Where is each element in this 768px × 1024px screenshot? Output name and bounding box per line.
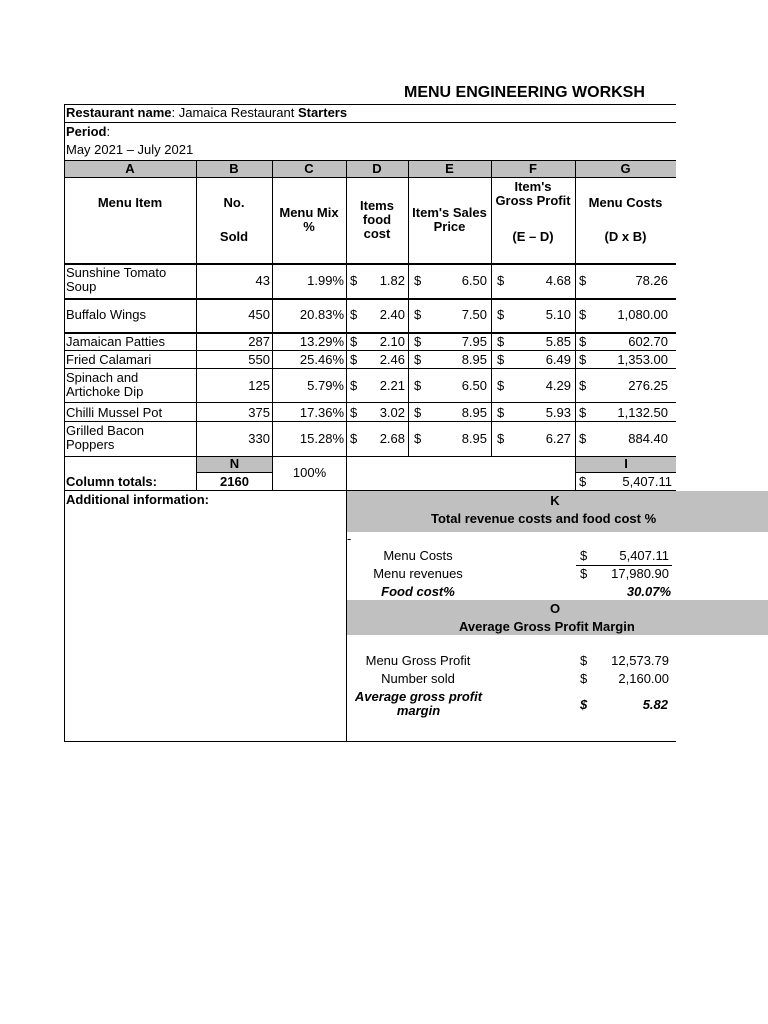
o-number-sold-currency: $ bbox=[580, 671, 588, 686]
menu-item-name: Fried Calamari bbox=[66, 352, 152, 367]
column-header-5: Item's Gross Profit bbox=[495, 179, 571, 208]
mix-cell: 25.46% bbox=[299, 352, 344, 367]
profit-currency: $ bbox=[497, 352, 505, 367]
profit-cell: 4.68 bbox=[545, 273, 571, 288]
column-letter-4: E bbox=[445, 161, 454, 176]
price-cell: 6.50 bbox=[461, 378, 487, 393]
cost-currency: $ bbox=[350, 273, 358, 288]
price-currency: $ bbox=[414, 352, 422, 367]
mix-cell: 5.79% bbox=[307, 378, 344, 393]
o-number-sold-value: 2,160.00 bbox=[618, 671, 669, 686]
profit-currency: $ bbox=[497, 378, 505, 393]
period-label: Period bbox=[66, 124, 107, 139]
menu-cost-cell: 884.40 bbox=[628, 431, 668, 446]
price-cell: 8.95 bbox=[461, 405, 487, 420]
restaurant-label: Restaurant name bbox=[66, 105, 172, 120]
period-value: May 2021 – July 2021 bbox=[66, 142, 194, 157]
price-currency: $ bbox=[414, 334, 422, 349]
food-cost-value: 30.07% bbox=[626, 584, 671, 599]
cost-currency: $ bbox=[350, 378, 358, 393]
period-sep: : bbox=[106, 124, 111, 139]
mix-cell: 17.36% bbox=[299, 405, 344, 420]
sold-cell: 550 bbox=[248, 352, 270, 367]
price-currency: $ bbox=[414, 378, 422, 393]
profit-currency: $ bbox=[497, 307, 505, 322]
i-currency: $ bbox=[579, 474, 587, 489]
menu-cost-currency: $ bbox=[579, 431, 587, 446]
cost-cell: 1.82 bbox=[379, 273, 405, 288]
sold-cell: 375 bbox=[248, 405, 270, 420]
column-header-sub-1: Sold bbox=[219, 229, 249, 244]
profit-cell: 6.49 bbox=[545, 352, 571, 367]
menu-cost-cell: 78.26 bbox=[635, 273, 668, 288]
cost-currency: $ bbox=[350, 334, 358, 349]
menu-cost-currency: $ bbox=[579, 334, 587, 349]
o-gross-profit-label: Menu Gross Profit bbox=[365, 653, 471, 668]
cost-cell: 3.02 bbox=[379, 405, 405, 420]
cost-cell: 2.68 bbox=[379, 431, 405, 446]
k-menu-revenues-value: 17,980.90 bbox=[611, 566, 669, 581]
cost-cell: 2.40 bbox=[379, 307, 405, 322]
price-cell: 7.50 bbox=[461, 307, 487, 322]
menu-item-name: Grilled Bacon Poppers bbox=[66, 423, 145, 452]
o-number-sold-label: Number sold bbox=[381, 671, 455, 686]
avg-gross-profit-label: Average gross profit margin bbox=[354, 689, 483, 718]
cost-currency: $ bbox=[350, 405, 358, 420]
k-menu-costs-value: 5,407.11 bbox=[619, 548, 669, 563]
menu-cost-currency: $ bbox=[579, 378, 587, 393]
sold-cell: 330 bbox=[248, 431, 270, 446]
k-menu-costs-currency: $ bbox=[580, 548, 588, 563]
column-header-4: Item's Sales Price bbox=[412, 205, 487, 234]
price-currency: $ bbox=[414, 307, 422, 322]
price-cell: 8.95 bbox=[461, 352, 487, 367]
profit-cell: 5.93 bbox=[545, 405, 571, 420]
column-header-sub-5: (E – D) bbox=[512, 229, 554, 244]
o-gross-profit-currency: $ bbox=[580, 653, 588, 668]
menu-cost-cell: 1,132.50 bbox=[617, 405, 668, 420]
menu-cost-cell: 602.70 bbox=[628, 334, 668, 349]
avg-gross-profit-currency: $ bbox=[580, 697, 588, 712]
column-header-3: Items food cost bbox=[360, 198, 394, 241]
profit-cell: 6.27 bbox=[545, 431, 571, 446]
price-cell: 8.95 bbox=[461, 431, 487, 446]
cost-currency: $ bbox=[350, 352, 358, 367]
mix-cell: 20.83% bbox=[299, 307, 344, 322]
avg-gross-profit-value: 5.82 bbox=[642, 697, 668, 712]
price-cell: 7.95 bbox=[461, 334, 487, 349]
k-menu-revenues-label: Menu revenues bbox=[373, 566, 463, 581]
section-k-title: Total revenue costs and food cost % bbox=[431, 512, 657, 526]
cost-currency: $ bbox=[350, 307, 358, 322]
k-menu-revenues-currency: $ bbox=[580, 566, 588, 581]
menu-item-name: Sunshine Tomato Soup bbox=[66, 265, 167, 294]
profit-currency: $ bbox=[497, 431, 505, 446]
menu-cost-currency: $ bbox=[579, 405, 587, 420]
column-letter-6: G bbox=[620, 161, 631, 176]
additional-info-label: Additional information: bbox=[66, 492, 209, 507]
i-label: I bbox=[624, 456, 628, 471]
profit-cell: 4.29 bbox=[545, 378, 571, 393]
menu-cost-currency: $ bbox=[579, 352, 587, 367]
cost-cell: 2.10 bbox=[379, 334, 405, 349]
column-letter-5: F bbox=[529, 161, 537, 176]
column-totals-label: Column totals: bbox=[66, 474, 157, 489]
mix-cell: 13.29% bbox=[299, 334, 344, 349]
menu-cost-currency: $ bbox=[579, 273, 587, 288]
restaurant-name: Jamaica Restaurant bbox=[175, 105, 298, 120]
restaurant-line bbox=[66, 106, 347, 120]
column-header-sub-6: (D x B) bbox=[604, 229, 647, 244]
sold-cell: 125 bbox=[248, 378, 270, 393]
column-letter-3: D bbox=[372, 161, 382, 176]
menu-cost-cell: 276.25 bbox=[628, 378, 668, 393]
profit-currency: $ bbox=[497, 334, 505, 349]
price-currency: $ bbox=[414, 405, 422, 420]
menu-item-name: Chilli Mussel Pot bbox=[66, 405, 163, 420]
worksheet-title: MENU ENGINEERING WORKSH bbox=[404, 84, 645, 101]
mix-cell: 1.99% bbox=[307, 273, 344, 288]
restaurant-sep: : bbox=[171, 105, 176, 120]
column-header-6: Menu Costs bbox=[588, 195, 663, 210]
profit-cell: 5.10 bbox=[545, 307, 571, 322]
price-cell: 6.50 bbox=[461, 273, 487, 288]
sold-cell: 450 bbox=[248, 307, 270, 322]
i-value: 5,407.11 bbox=[622, 474, 672, 489]
column-header-2: Menu Mix % bbox=[279, 205, 339, 234]
n-label: N bbox=[229, 456, 240, 471]
profit-currency: $ bbox=[497, 273, 505, 288]
mix-total: 100% bbox=[292, 465, 327, 480]
sold-cell: 43 bbox=[255, 273, 270, 288]
section-k-letter: K bbox=[550, 493, 560, 508]
sold-cell: 287 bbox=[248, 334, 270, 349]
section-k-dash: - bbox=[347, 531, 352, 546]
o-gross-profit-value: 12,573.79 bbox=[611, 653, 669, 668]
menu-item-name: Jamaican Patties bbox=[66, 334, 165, 349]
cost-currency: $ bbox=[350, 431, 358, 446]
price-currency: $ bbox=[414, 273, 422, 288]
cost-cell: 2.46 bbox=[379, 352, 405, 367]
food-cost-label: Food cost% bbox=[381, 584, 455, 599]
column-letter-1: B bbox=[229, 161, 239, 176]
k-menu-costs-label: Menu Costs bbox=[383, 548, 453, 563]
menu-item-name: Spinach and Artichoke Dip bbox=[66, 370, 144, 399]
menu-cost-cell: 1,353.00 bbox=[617, 352, 668, 367]
profit-cell: 5.85 bbox=[545, 334, 571, 349]
column-letter-0: A bbox=[125, 161, 135, 176]
column-header-0: Menu Item bbox=[97, 195, 163, 210]
restaurant-category: Starters bbox=[297, 105, 348, 120]
menu-item-name: Buffalo Wings bbox=[66, 307, 146, 322]
mix-cell: 15.28% bbox=[299, 431, 344, 446]
cost-cell: 2.21 bbox=[379, 378, 405, 393]
n-value: 2160 bbox=[220, 474, 249, 489]
column-letter-2: C bbox=[304, 161, 314, 176]
price-currency: $ bbox=[414, 431, 422, 446]
column-header-1: No. bbox=[223, 195, 245, 210]
menu-cost-cell: 1,080.00 bbox=[617, 307, 668, 322]
menu-cost-currency: $ bbox=[579, 307, 587, 322]
section-o-letter: O bbox=[549, 601, 561, 616]
section-o-title: Average Gross Profit Margin bbox=[459, 619, 635, 634]
profit-currency: $ bbox=[497, 405, 505, 420]
period-line bbox=[66, 125, 110, 139]
